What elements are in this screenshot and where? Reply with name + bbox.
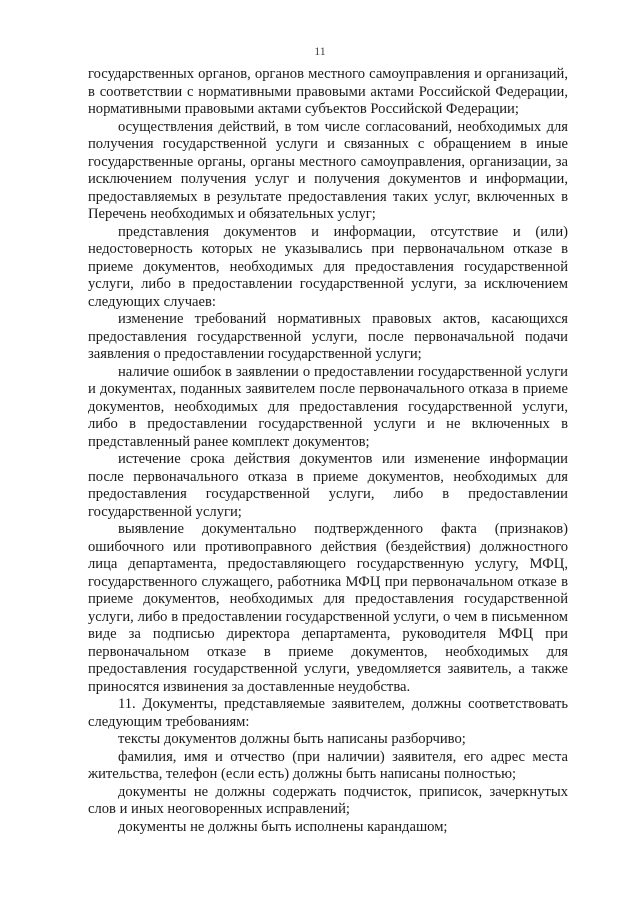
paragraph-documents-information: представления документов и информации, отсутствие и (или) недостоверность которых не указывались при первоначальном отказе в приеме документов, необходимых для предоставления государственной услуги, либо в предоставлении государственной услуги, за исключением следующих случаев: [88, 223, 568, 310]
paragraph-legible-text: тексты документов должны быть написаны разборчиво; [118, 731, 466, 747]
paragraph-actions-approvals: осуществления действий, в том числе согласований, необходимых для получения государственной услуги и связанных с обращением в иные государственные органы, органы местного самоуправления, организации, за исключением получения услуг и получения документов и информации, предоставляемых в результате предоставления таких услуг, включенных в Перечень необходимых и обязательных услуг; [88, 118, 568, 222]
paragraph-expiry: истечение срока действия документов или изменение информации после первоначального отказа в приеме документов, необходимых для предоставления государственной услуги, либо в предоставлении государственной услуги; [88, 451, 568, 520]
paragraph-wrongful-action: выявление документально подтвержденного факта (признаков) ошибочного или противоправного действия (бездействия) должностного лица департамента, предоставляющего государственную услугу, МФЦ, государственного служащего, работника МФЦ при первоначальном отказе в приеме документов, необходимых для предоставления государственной услуги, либо в предоставлении государственной услуги, о чем в письменном виде за подписью директора департамента, руководителя МФЦ при первоначальном отказе в приеме документов, необходимых для предоставления государственной услуги, уведомляется заявитель, а также приносятся извинения за доставленные неудобства. [88, 521, 568, 695]
paragraph-continuation: государственных органов, органов местного самоуправления и организаций, в соответствии с нормативными правовыми актами Российской Федерации, нормативными правовыми актами субъектов Российской Федерации; [88, 66, 568, 117]
paragraph-application-errors: наличие ошибок в заявлении о предоставлении государственной услуги и документах, поданных заявителем после первоначального отказа в приеме документов, необходимых для предоставления государственной услуги, либо в предоставлении государственной услуги и не включенных в представленный ранее комплект документов; [88, 363, 568, 450]
paragraph-requirements-change: изменение требований нормативных правовых актов, касающихся предоставления государственной услуги, после первоначальной подачи заявления о предоставлении государственной услуги; [88, 311, 568, 362]
paragraph-no-corrections: документы не должны содержать подчисток, приписок, зачеркнутых слов и иных неоговоренных исправлений; [88, 783, 568, 817]
paragraph-full-name: фамилия, имя и отчество (при наличии) заявителя, его адрес места жительства, телефон (если есть) должны быть написаны полностью; [88, 748, 568, 782]
page-number: 11 [314, 44, 326, 58]
paragraph-no-pencil: документы не должны быть исполнены карандашом; [118, 818, 448, 835]
document-body [88, 66, 568, 836]
paragraph-section-11: 11. Документы, представляемые заявителем, должны соответствовать следующим требованиям: [88, 696, 568, 730]
